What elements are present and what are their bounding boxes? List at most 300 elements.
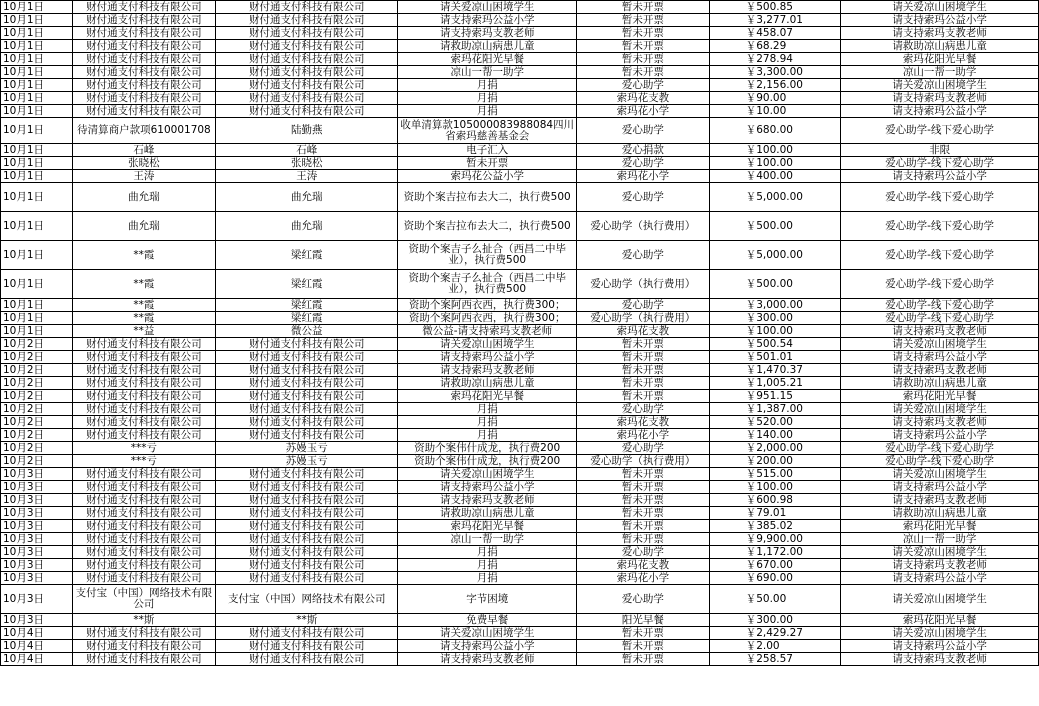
donor-name-cell: 财付通支付科技有限公司 [216, 559, 398, 572]
memo-cell: 月捐 [398, 105, 577, 118]
category-cell: 暂未开票 [577, 66, 710, 79]
donor-name-cell: 苏嫚玉亏 [216, 442, 398, 455]
table-row [1, 170, 1039, 183]
payer-account-cell: 财付通支付科技有限公司 [72, 390, 216, 403]
direction-cell: 请支持索玛公益小学 [841, 429, 1039, 442]
category-cell: 暂未开票 [577, 640, 710, 653]
category-cell: 暂未开票 [577, 14, 710, 27]
table-row [1, 533, 1039, 546]
direction-cell: 请支持索玛公益小学 [841, 105, 1039, 118]
donor-name-cell: 财付通支付科技有限公司 [216, 481, 398, 494]
direction-cell: 请支持索玛公益小学 [841, 481, 1039, 494]
amount-cell: ￥3,300.00 [709, 66, 840, 79]
category-cell: 索玛花小学 [577, 572, 710, 585]
category-cell: 暂未开票 [577, 494, 710, 507]
amount-cell: ￥90.00 [709, 92, 840, 105]
table-row [1, 299, 1039, 312]
payer-account-cell: 财付通支付科技有限公司 [72, 66, 216, 79]
date-cell: 10月3日 [1, 559, 73, 572]
table-row [1, 92, 1039, 105]
donor-name-cell: 苏嫚玉亏 [216, 455, 398, 468]
date-cell: 10月1日 [1, 325, 73, 338]
payer-account-cell: 曲允瑞 [72, 212, 216, 241]
donor-name-cell: 梁红霞 [216, 299, 398, 312]
amount-cell: ￥100.00 [709, 144, 840, 157]
payer-account-cell: 财付通支付科技有限公司 [72, 572, 216, 585]
direction-cell: 请支持索玛支教老师 [841, 325, 1039, 338]
amount-cell: ￥385.02 [709, 520, 840, 533]
memo-cell: 索玛花阳光早餐 [398, 390, 577, 403]
amount-cell: ￥9,900.00 [709, 533, 840, 546]
date-cell: 10月1日 [1, 170, 73, 183]
table-row [1, 157, 1039, 170]
donor-name-cell: 财付通支付科技有限公司 [216, 533, 398, 546]
date-cell: 10月1日 [1, 92, 73, 105]
memo-cell: 资助个案伟什成龙，执行费200 [398, 442, 577, 455]
memo-cell: 收单清算款105000083988084四川省索玛慈善基金会 [398, 118, 577, 144]
amount-cell: ￥50.00 [709, 585, 840, 614]
donor-name-cell: 财付通支付科技有限公司 [216, 627, 398, 640]
donor-name-cell: 财付通支付科技有限公司 [216, 507, 398, 520]
direction-cell: 请支持索玛支教老师 [841, 653, 1039, 666]
category-cell: 暂未开票 [577, 351, 710, 364]
memo-cell: 请关爱凉山困境学生 [398, 468, 577, 481]
memo-cell: 索玛花阳光早餐 [398, 53, 577, 66]
amount-cell: ￥500.00 [709, 270, 840, 299]
direction-cell: 请救助凉山病患儿童 [841, 40, 1039, 53]
amount-cell: ￥258.57 [709, 653, 840, 666]
payer-account-cell: 支付宝（中国）网络技术有限公司 [72, 585, 216, 614]
donor-name-cell: 石峰 [216, 144, 398, 157]
payer-account-cell: 财付通支付科技有限公司 [72, 53, 216, 66]
direction-cell: 请支持索玛公益小学 [841, 170, 1039, 183]
memo-cell: 请支持索玛公益小学 [398, 351, 577, 364]
table-row [1, 627, 1039, 640]
memo-cell: 资助个案阿西衣西，执行费300； [398, 299, 577, 312]
direction-cell: 爱心助学-线下爱心助学 [841, 270, 1039, 299]
memo-cell: 微公益-请支持索玛支教老师 [398, 325, 577, 338]
table-row [1, 653, 1039, 666]
memo-cell: 月捐 [398, 403, 577, 416]
payer-account-cell: 财付通支付科技有限公司 [72, 40, 216, 53]
date-cell: 10月2日 [1, 338, 73, 351]
payer-account-cell: 财付通支付科技有限公司 [72, 338, 216, 351]
category-cell: 爱心助学（执行费用） [577, 455, 710, 468]
amount-cell: ￥3,000.00 [709, 299, 840, 312]
category-cell: 爱心助学 [577, 241, 710, 270]
donor-name-cell: 财付通支付科技有限公司 [216, 338, 398, 351]
date-cell: 10月2日 [1, 429, 73, 442]
payer-account-cell: 曲允瑞 [72, 183, 216, 212]
donor-name-cell: 梁红霞 [216, 312, 398, 325]
direction-cell: 索玛花阳光早餐 [841, 614, 1039, 627]
memo-cell: 电子汇入 [398, 144, 577, 157]
category-cell: 爱心助学 [577, 585, 710, 614]
donor-name-cell: 微公益 [216, 325, 398, 338]
date-cell: 10月3日 [1, 546, 73, 559]
memo-cell: 月捐 [398, 92, 577, 105]
donor-name-cell: 财付通支付科技有限公司 [216, 403, 398, 416]
donor-name-cell: 财付通支付科技有限公司 [216, 390, 398, 403]
date-cell: 10月2日 [1, 390, 73, 403]
date-cell: 10月3日 [1, 520, 73, 533]
amount-cell: ￥670.00 [709, 559, 840, 572]
memo-cell: 资助个案吉子么扯合（西昌二中毕业），执行费500 [398, 270, 577, 299]
memo-cell: 月捐 [398, 429, 577, 442]
payer-account-cell: **霞 [72, 270, 216, 299]
memo-cell: 资助个案阿西衣西，执行费300； [398, 312, 577, 325]
category-cell: 索玛花小学 [577, 429, 710, 442]
amount-cell: ￥140.00 [709, 429, 840, 442]
category-cell: 爱心助学 [577, 183, 710, 212]
donor-name-cell: 财付通支付科技有限公司 [216, 377, 398, 390]
memo-cell: 凉山一帮一助学 [398, 533, 577, 546]
direction-cell: 请支持索玛支教老师 [841, 416, 1039, 429]
amount-cell: ￥600.98 [709, 494, 840, 507]
payer-account-cell: **霞 [72, 299, 216, 312]
table-row [1, 79, 1039, 92]
memo-cell: 资助个案吉拉布去大二，执行费500 [398, 212, 577, 241]
memo-cell: 请关爱凉山困境学生 [398, 627, 577, 640]
amount-cell: ￥100.00 [709, 325, 840, 338]
date-cell: 10月4日 [1, 627, 73, 640]
date-cell: 10月2日 [1, 403, 73, 416]
date-cell: 10月2日 [1, 455, 73, 468]
donor-name-cell: 王涛 [216, 170, 398, 183]
date-cell: 10月1日 [1, 299, 73, 312]
memo-cell: 凉山一帮一助学 [398, 66, 577, 79]
date-cell: 10月1日 [1, 212, 73, 241]
category-cell: 爱心捐款 [577, 144, 710, 157]
table-row [1, 212, 1039, 241]
payer-account-cell: 财付通支付科技有限公司 [72, 653, 216, 666]
date-cell: 10月1日 [1, 118, 73, 144]
category-cell: 暂未开票 [577, 40, 710, 53]
table-row [1, 325, 1039, 338]
table-row [1, 403, 1039, 416]
payer-account-cell: 财付通支付科技有限公司 [72, 377, 216, 390]
memo-cell: 资助个案伟什成龙，执行费200 [398, 455, 577, 468]
category-cell: 爱心助学 [577, 118, 710, 144]
memo-cell: 请救助凉山病患儿童 [398, 377, 577, 390]
payer-account-cell: ***亏 [72, 442, 216, 455]
donor-name-cell: 财付通支付科技有限公司 [216, 40, 398, 53]
amount-cell: ￥10.00 [709, 105, 840, 118]
amount-cell: ￥5,000.00 [709, 183, 840, 212]
amount-cell: ￥1,005.21 [709, 377, 840, 390]
table-row [1, 183, 1039, 212]
payer-account-cell: **斯 [72, 614, 216, 627]
donor-name-cell: 曲允瑞 [216, 212, 398, 241]
table-row [1, 351, 1039, 364]
donor-name-cell: 财付通支付科技有限公司 [216, 429, 398, 442]
memo-cell: 请支持索玛公益小学 [398, 640, 577, 653]
table-row [1, 105, 1039, 118]
memo-cell: 月捐 [398, 416, 577, 429]
amount-cell: ￥300.00 [709, 312, 840, 325]
table-row [1, 640, 1039, 653]
category-cell: 暂未开票 [577, 520, 710, 533]
payer-account-cell: 财付通支付科技有限公司 [72, 1, 216, 14]
date-cell: 10月1日 [1, 1, 73, 14]
payer-account-cell: 财付通支付科技有限公司 [72, 507, 216, 520]
payer-account-cell: **益 [72, 325, 216, 338]
date-cell: 10月2日 [1, 416, 73, 429]
direction-cell: 爱心助学-线下爱心助学 [841, 442, 1039, 455]
memo-cell: 月捐 [398, 559, 577, 572]
donor-name-cell: 财付通支付科技有限公司 [216, 351, 398, 364]
donor-name-cell: 财付通支付科技有限公司 [216, 520, 398, 533]
payer-account-cell: 财付通支付科技有限公司 [72, 27, 216, 40]
direction-cell: 请关爱凉山困境学生 [841, 403, 1039, 416]
payer-account-cell: 财付通支付科技有限公司 [72, 14, 216, 27]
category-cell: 暂未开票 [577, 1, 710, 14]
date-cell: 10月1日 [1, 312, 73, 325]
date-cell: 10月4日 [1, 640, 73, 653]
category-cell: 爱心助学（执行费用） [577, 212, 710, 241]
category-cell: 暂未开票 [577, 507, 710, 520]
payer-account-cell: ***亏 [72, 455, 216, 468]
direction-cell: 索玛花阳光早餐 [841, 520, 1039, 533]
memo-cell: 字节困境 [398, 585, 577, 614]
category-cell: 索玛花小学 [577, 105, 710, 118]
table-row [1, 14, 1039, 27]
donor-name-cell: 梁红霞 [216, 270, 398, 299]
direction-cell: 请支持索玛公益小学 [841, 351, 1039, 364]
category-cell: 暂未开票 [577, 468, 710, 481]
donor-name-cell: 梁红霞 [216, 241, 398, 270]
table-row [1, 377, 1039, 390]
amount-cell: ￥400.00 [709, 170, 840, 183]
amount-cell: ￥690.00 [709, 572, 840, 585]
donor-name-cell: 财付通支付科技有限公司 [216, 14, 398, 27]
category-cell: 爱心助学 [577, 442, 710, 455]
category-cell: 暂未开票 [577, 338, 710, 351]
date-cell: 10月1日 [1, 14, 73, 27]
direction-cell: 索玛花阳光早餐 [841, 390, 1039, 403]
table-row [1, 338, 1039, 351]
donor-name-cell: 财付通支付科技有限公司 [216, 468, 398, 481]
direction-cell: 爱心助学-线下爱心助学 [841, 212, 1039, 241]
date-cell: 10月2日 [1, 377, 73, 390]
payer-account-cell: 财付通支付科技有限公司 [72, 533, 216, 546]
amount-cell: ￥951.15 [709, 390, 840, 403]
amount-cell: ￥2,000.00 [709, 442, 840, 455]
date-cell: 10月1日 [1, 40, 73, 53]
donor-name-cell: 财付通支付科技有限公司 [216, 572, 398, 585]
amount-cell: ￥79.01 [709, 507, 840, 520]
payer-account-cell: 财付通支付科技有限公司 [72, 627, 216, 640]
date-cell: 10月1日 [1, 53, 73, 66]
donor-name-cell: 财付通支付科技有限公司 [216, 640, 398, 653]
direction-cell: 请救助凉山病患儿童 [841, 507, 1039, 520]
date-cell: 10月4日 [1, 653, 73, 666]
table-row [1, 559, 1039, 572]
table-row [1, 27, 1039, 40]
direction-cell: 爱心助学-线下爱心助学 [841, 241, 1039, 270]
date-cell: 10月1日 [1, 157, 73, 170]
date-cell: 10月1日 [1, 144, 73, 157]
amount-cell: ￥1,470.37 [709, 364, 840, 377]
payer-account-cell: 财付通支付科技有限公司 [72, 92, 216, 105]
table-row [1, 572, 1039, 585]
direction-cell: 非限 [841, 144, 1039, 157]
category-cell: 暂未开票 [577, 53, 710, 66]
donor-name-cell: 陆勤燕 [216, 118, 398, 144]
payer-account-cell: 财付通支付科技有限公司 [72, 429, 216, 442]
date-cell: 10月1日 [1, 241, 73, 270]
direction-cell: 凉山一帮一助学 [841, 66, 1039, 79]
direction-cell: 请关爱凉山困境学生 [841, 468, 1039, 481]
direction-cell: 请关爱凉山困境学生 [841, 546, 1039, 559]
direction-cell: 请关爱凉山困境学生 [841, 627, 1039, 640]
memo-cell: 请关爱凉山困境学生 [398, 338, 577, 351]
category-cell: 索玛花支教 [577, 325, 710, 338]
amount-cell: ￥1,172.00 [709, 546, 840, 559]
date-cell: 10月2日 [1, 364, 73, 377]
category-cell: 索玛花支教 [577, 92, 710, 105]
memo-cell: 请支持索玛公益小学 [398, 14, 577, 27]
amount-cell: ￥458.07 [709, 27, 840, 40]
table-row [1, 507, 1039, 520]
amount-cell: ￥5,000.00 [709, 241, 840, 270]
category-cell: 爱心助学 [577, 546, 710, 559]
memo-cell: 请救助凉山病患儿童 [398, 507, 577, 520]
table-row [1, 520, 1039, 533]
category-cell: 索玛花支教 [577, 416, 710, 429]
direction-cell: 请支持索玛支教老师 [841, 494, 1039, 507]
category-cell: 暂未开票 [577, 390, 710, 403]
table-row [1, 312, 1039, 325]
category-cell: 阳光早餐 [577, 614, 710, 627]
table-row [1, 546, 1039, 559]
donor-name-cell: 财付通支付科技有限公司 [216, 653, 398, 666]
date-cell: 10月1日 [1, 27, 73, 40]
category-cell: 暂未开票 [577, 653, 710, 666]
date-cell: 10月1日 [1, 105, 73, 118]
date-cell: 10月1日 [1, 66, 73, 79]
donor-name-cell: 支付宝（中国）网络技术有限公司 [216, 585, 398, 614]
memo-cell: 请支持索玛公益小学 [398, 481, 577, 494]
memo-cell: 请支持索玛支教老师 [398, 494, 577, 507]
donor-name-cell: 财付通支付科技有限公司 [216, 27, 398, 40]
date-cell: 10月1日 [1, 270, 73, 299]
amount-cell: ￥500.85 [709, 1, 840, 14]
memo-cell: 请支持索玛支教老师 [398, 364, 577, 377]
payer-account-cell: 财付通支付科技有限公司 [72, 546, 216, 559]
amount-cell: ￥2.00 [709, 640, 840, 653]
donor-name-cell: **斯 [216, 614, 398, 627]
memo-cell: 请支持索玛支教老师 [398, 653, 577, 666]
donor-name-cell: 财付通支付科技有限公司 [216, 1, 398, 14]
payer-account-cell: 财付通支付科技有限公司 [72, 416, 216, 429]
memo-cell: 免费早餐 [398, 614, 577, 627]
memo-cell: 请支持索玛支教老师 [398, 27, 577, 40]
table-row [1, 66, 1039, 79]
category-cell: 暂未开票 [577, 377, 710, 390]
table-row [1, 455, 1039, 468]
date-cell: 10月2日 [1, 442, 73, 455]
memo-cell: 暂未开票 [398, 157, 577, 170]
direction-cell: 请支持索玛支教老师 [841, 27, 1039, 40]
donor-name-cell: 财付通支付科技有限公司 [216, 364, 398, 377]
donor-name-cell: 财付通支付科技有限公司 [216, 92, 398, 105]
payer-account-cell: 财付通支付科技有限公司 [72, 105, 216, 118]
table-row [1, 442, 1039, 455]
table-row [1, 390, 1039, 403]
donor-name-cell: 财付通支付科技有限公司 [216, 66, 398, 79]
date-cell: 10月1日 [1, 183, 73, 212]
payer-account-cell: 财付通支付科技有限公司 [72, 403, 216, 416]
table-row [1, 585, 1039, 614]
date-cell: 10月3日 [1, 585, 73, 614]
donor-name-cell: 财付通支付科技有限公司 [216, 416, 398, 429]
category-cell: 暂未开票 [577, 27, 710, 40]
direction-cell: 爱心助学-线下爱心助学 [841, 157, 1039, 170]
direction-cell: 请支持索玛支教老师 [841, 559, 1039, 572]
payer-account-cell: 财付通支付科技有限公司 [72, 468, 216, 481]
payer-account-cell: 财付通支付科技有限公司 [72, 494, 216, 507]
donor-name-cell: 财付通支付科技有限公司 [216, 53, 398, 66]
table-row [1, 241, 1039, 270]
direction-cell: 爱心助学-线下爱心助学 [841, 455, 1039, 468]
memo-cell: 请关爱凉山困境学生 [398, 1, 577, 14]
amount-cell: ￥500.00 [709, 212, 840, 241]
table-row [1, 40, 1039, 53]
category-cell: 爱心助学（执行费用） [577, 270, 710, 299]
ledger-body [1, 1, 1039, 666]
category-cell: 爱心助学 [577, 299, 710, 312]
date-cell: 10月3日 [1, 507, 73, 520]
table-row [1, 481, 1039, 494]
payer-account-cell: 王涛 [72, 170, 216, 183]
table-row [1, 1, 1039, 14]
amount-cell: ￥100.00 [709, 157, 840, 170]
memo-cell: 月捐 [398, 79, 577, 92]
memo-cell: 索玛花公益小学 [398, 170, 577, 183]
donor-name-cell: 财付通支付科技有限公司 [216, 546, 398, 559]
table-row [1, 364, 1039, 377]
amount-cell: ￥500.54 [709, 338, 840, 351]
memo-cell: 请救助凉山病患儿童 [398, 40, 577, 53]
memo-cell: 月捐 [398, 572, 577, 585]
payer-account-cell: 财付通支付科技有限公司 [72, 364, 216, 377]
category-cell: 爱心助学 [577, 157, 710, 170]
payer-account-cell: 财付通支付科技有限公司 [72, 79, 216, 92]
direction-cell: 请支持索玛公益小学 [841, 640, 1039, 653]
amount-cell: ￥100.00 [709, 481, 840, 494]
category-cell: 爱心助学 [577, 403, 710, 416]
date-cell: 10月3日 [1, 572, 73, 585]
donor-name-cell: 财付通支付科技有限公司 [216, 494, 398, 507]
date-cell: 10月3日 [1, 468, 73, 481]
amount-cell: ￥1,387.00 [709, 403, 840, 416]
donor-name-cell: 曲允瑞 [216, 183, 398, 212]
table-row [1, 53, 1039, 66]
direction-cell: 请支持索玛公益小学 [841, 572, 1039, 585]
date-cell: 10月1日 [1, 79, 73, 92]
table-row [1, 118, 1039, 144]
amount-cell: ￥680.00 [709, 118, 840, 144]
payer-account-cell: 财付通支付科技有限公司 [72, 559, 216, 572]
table-row [1, 270, 1039, 299]
amount-cell: ￥3,277.01 [709, 14, 840, 27]
category-cell: 暂未开票 [577, 481, 710, 494]
payer-account-cell: **霞 [72, 241, 216, 270]
amount-cell: ￥2,429.27 [709, 627, 840, 640]
date-cell: 10月3日 [1, 533, 73, 546]
category-cell: 暂未开票 [577, 627, 710, 640]
